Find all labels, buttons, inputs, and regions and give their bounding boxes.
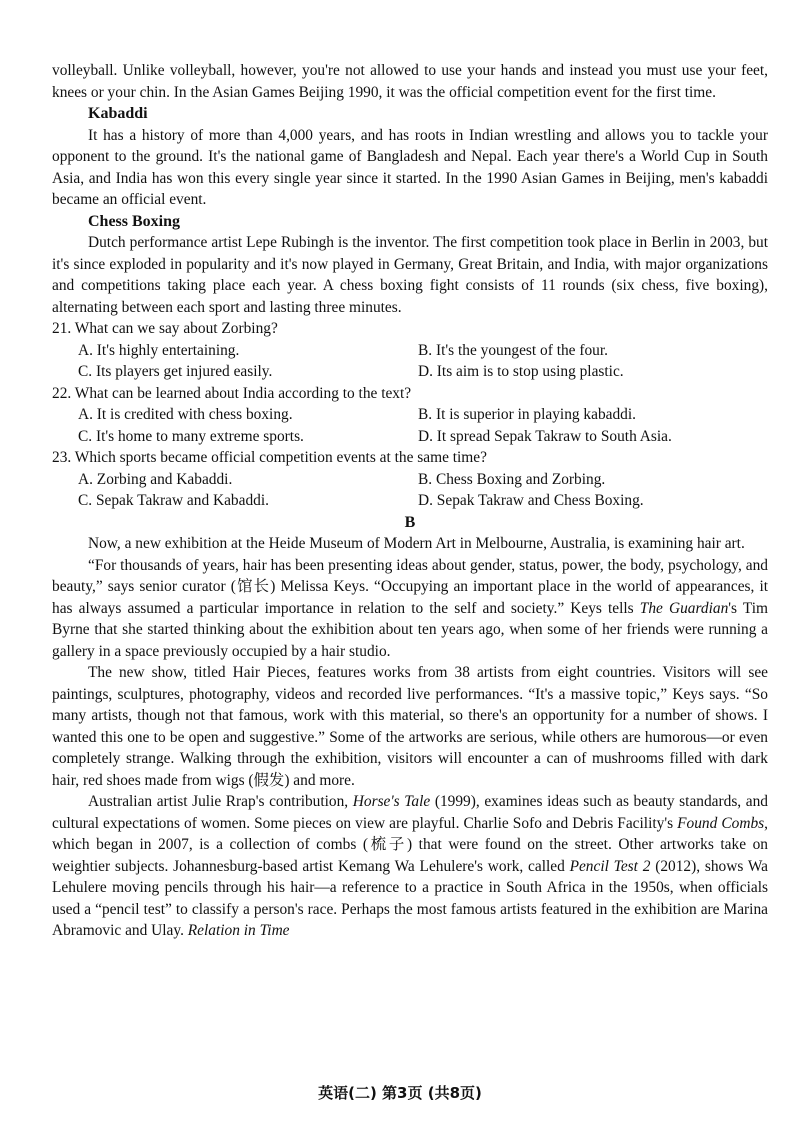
artwork-title: Pencil Test 2 [569,857,651,875]
question-stem: 22. What can be learned about India according to the text? [52,384,412,402]
option-d[interactable]: D. It spread Sepak Takraw to South Asia. [418,427,672,445]
question-options [52,340,768,383]
option-c[interactable]: C. Its players get injured easily. [78,363,273,380]
option-c[interactable]: C. Sepak Takraw and Kabaddi. [78,492,269,509]
text-run: (1999), examines ideas such as beauty standards, and cultural expectations of women. Some pieces on view are playful. Charlie Sofo and Debris Facility's [52,793,768,832]
paragraph-kabaddi: It has a history of more than 4,000 years, and has roots in Indian wrestling and allows you to tackle your opponent to the ground. It's the national game of Bangladesh and Nepal. Each year there's a World Cup in South Asia, and India has won this every single year since it started. In the 1990 Asian Games in Beijing, men's kabaddi became an official event. [52,126,768,208]
question-options [52,404,768,447]
paragraph-b3: The new show, titled Hair Pieces, features works from 38 artists from eight countries. Visitors will see paintings, sculptures, photography, videos and recorded live performances. “It's a massive topic,” Keys says. “So many artists, though not that famous, work with this material, so there's an opportunity for a number of shows. I wanted this one to be open and suggestive.” Some of the artworks are serious, while others are humorous—or even completely strange. Walking through the exhibition, visitors will encounter a can of mushrooms filled with dark hair, red shoes made from wigs (假发) and more. [52,664,768,789]
paragraph-chess-boxing: Dutch performance artist Lepe Rubingh is the inventor. The first competition took place in Berlin in 2003, but it's since exploded in popularity and it's now played in Germany, Great Britain, and India, with major organizations and competitions taking place each year. A chess boxing fight consists of 11 rounds (six chess, five boxing), alternating between each sport and lasting three minutes. [52,234,768,316]
paragraph-b1: Now, a new exhibition at the Heide Museum of Modern Art in Melbourne, Australia, is examining hair art. [88,535,745,552]
option-b[interactable]: B. It's the youngest of the four. [418,341,609,359]
text-run: 's Tim Byrne that she started thinking about the exhibition about ten years ago, when some of her friends were running a gallery in a space previously occupied by a hair studio. [52,599,768,660]
paragraph-b2 [52,555,768,663]
text-run: , which began in 2007, is a collection of combs (梳子) that were found on the street. Other artworks take on weightier subjects. Johannesburg-based artist Kemang Wa Lehulere's work, called [52,814,768,875]
section-b-heading: B [404,513,416,531]
question-21 [52,318,768,383]
option-d[interactable]: D. Sepak Takraw and Chess Boxing. [418,492,644,509]
question-22 [52,383,768,448]
page-footer: 英语(二) 第3页 (共8页) [318,1084,482,1102]
option-d[interactable]: D. Its aim is to stop using plastic. [418,363,624,380]
question-23 [52,447,768,512]
text-run: (2012), shows Wa Lehulere moving pencils through his hair—a reference to a practice in South Africa in the 1950s, when officials used a “pencil test” to classify a person's race. Perhaps the most famous artists featured in the exhibition are Marina Abramovic and Ulay. [52,857,768,939]
artwork-title: Horse's Tale [352,793,431,810]
page-content [52,60,768,942]
artwork-title: Relation in Time [187,922,290,939]
option-a[interactable]: A. It is credited with chess boxing. [78,406,293,423]
paragraph-continued: volleyball. Unlike volleyball, however, you're not allowed to use your hands and instead you must use your feet, knees or your chin. In the Asian Games Beijing 1990, it was the official competition event for the first time. [52,62,768,101]
publication-title: The Guardian [639,599,729,617]
option-c[interactable]: C. It's home to many extreme sports. [78,427,304,445]
option-a[interactable]: A. It's highly entertaining. [78,341,240,359]
question-options [52,469,768,512]
heading-chess-boxing: Chess Boxing [88,212,181,230]
heading-kabaddi: Kabaddi [88,105,148,122]
paragraph-b4 [52,791,768,942]
option-a[interactable]: A. Zorbing and Kabaddi. [78,470,233,488]
option-b[interactable]: B. It is superior in playing kabaddi. [418,406,637,423]
artwork-title: Found Combs [677,814,765,832]
question-stem: 21. What can we say about Zorbing? [52,320,278,337]
question-stem: 23. Which sports became official competition events at the same time? [52,449,487,466]
text-run: “For thousands of years, hair has been presenting ideas about gender, status, power, the body, psychology, and beauty,” says senior curator (馆长) Melissa Keys. “Occupying an important place in the world of appearances, it has always assumed a particular importance in relation to the self and society.” Keys tells [52,556,768,617]
text-run: Australian artist Julie Rrap's contribution, [88,793,353,810]
option-b[interactable]: B. Chess Boxing and Zorbing. [418,470,606,488]
